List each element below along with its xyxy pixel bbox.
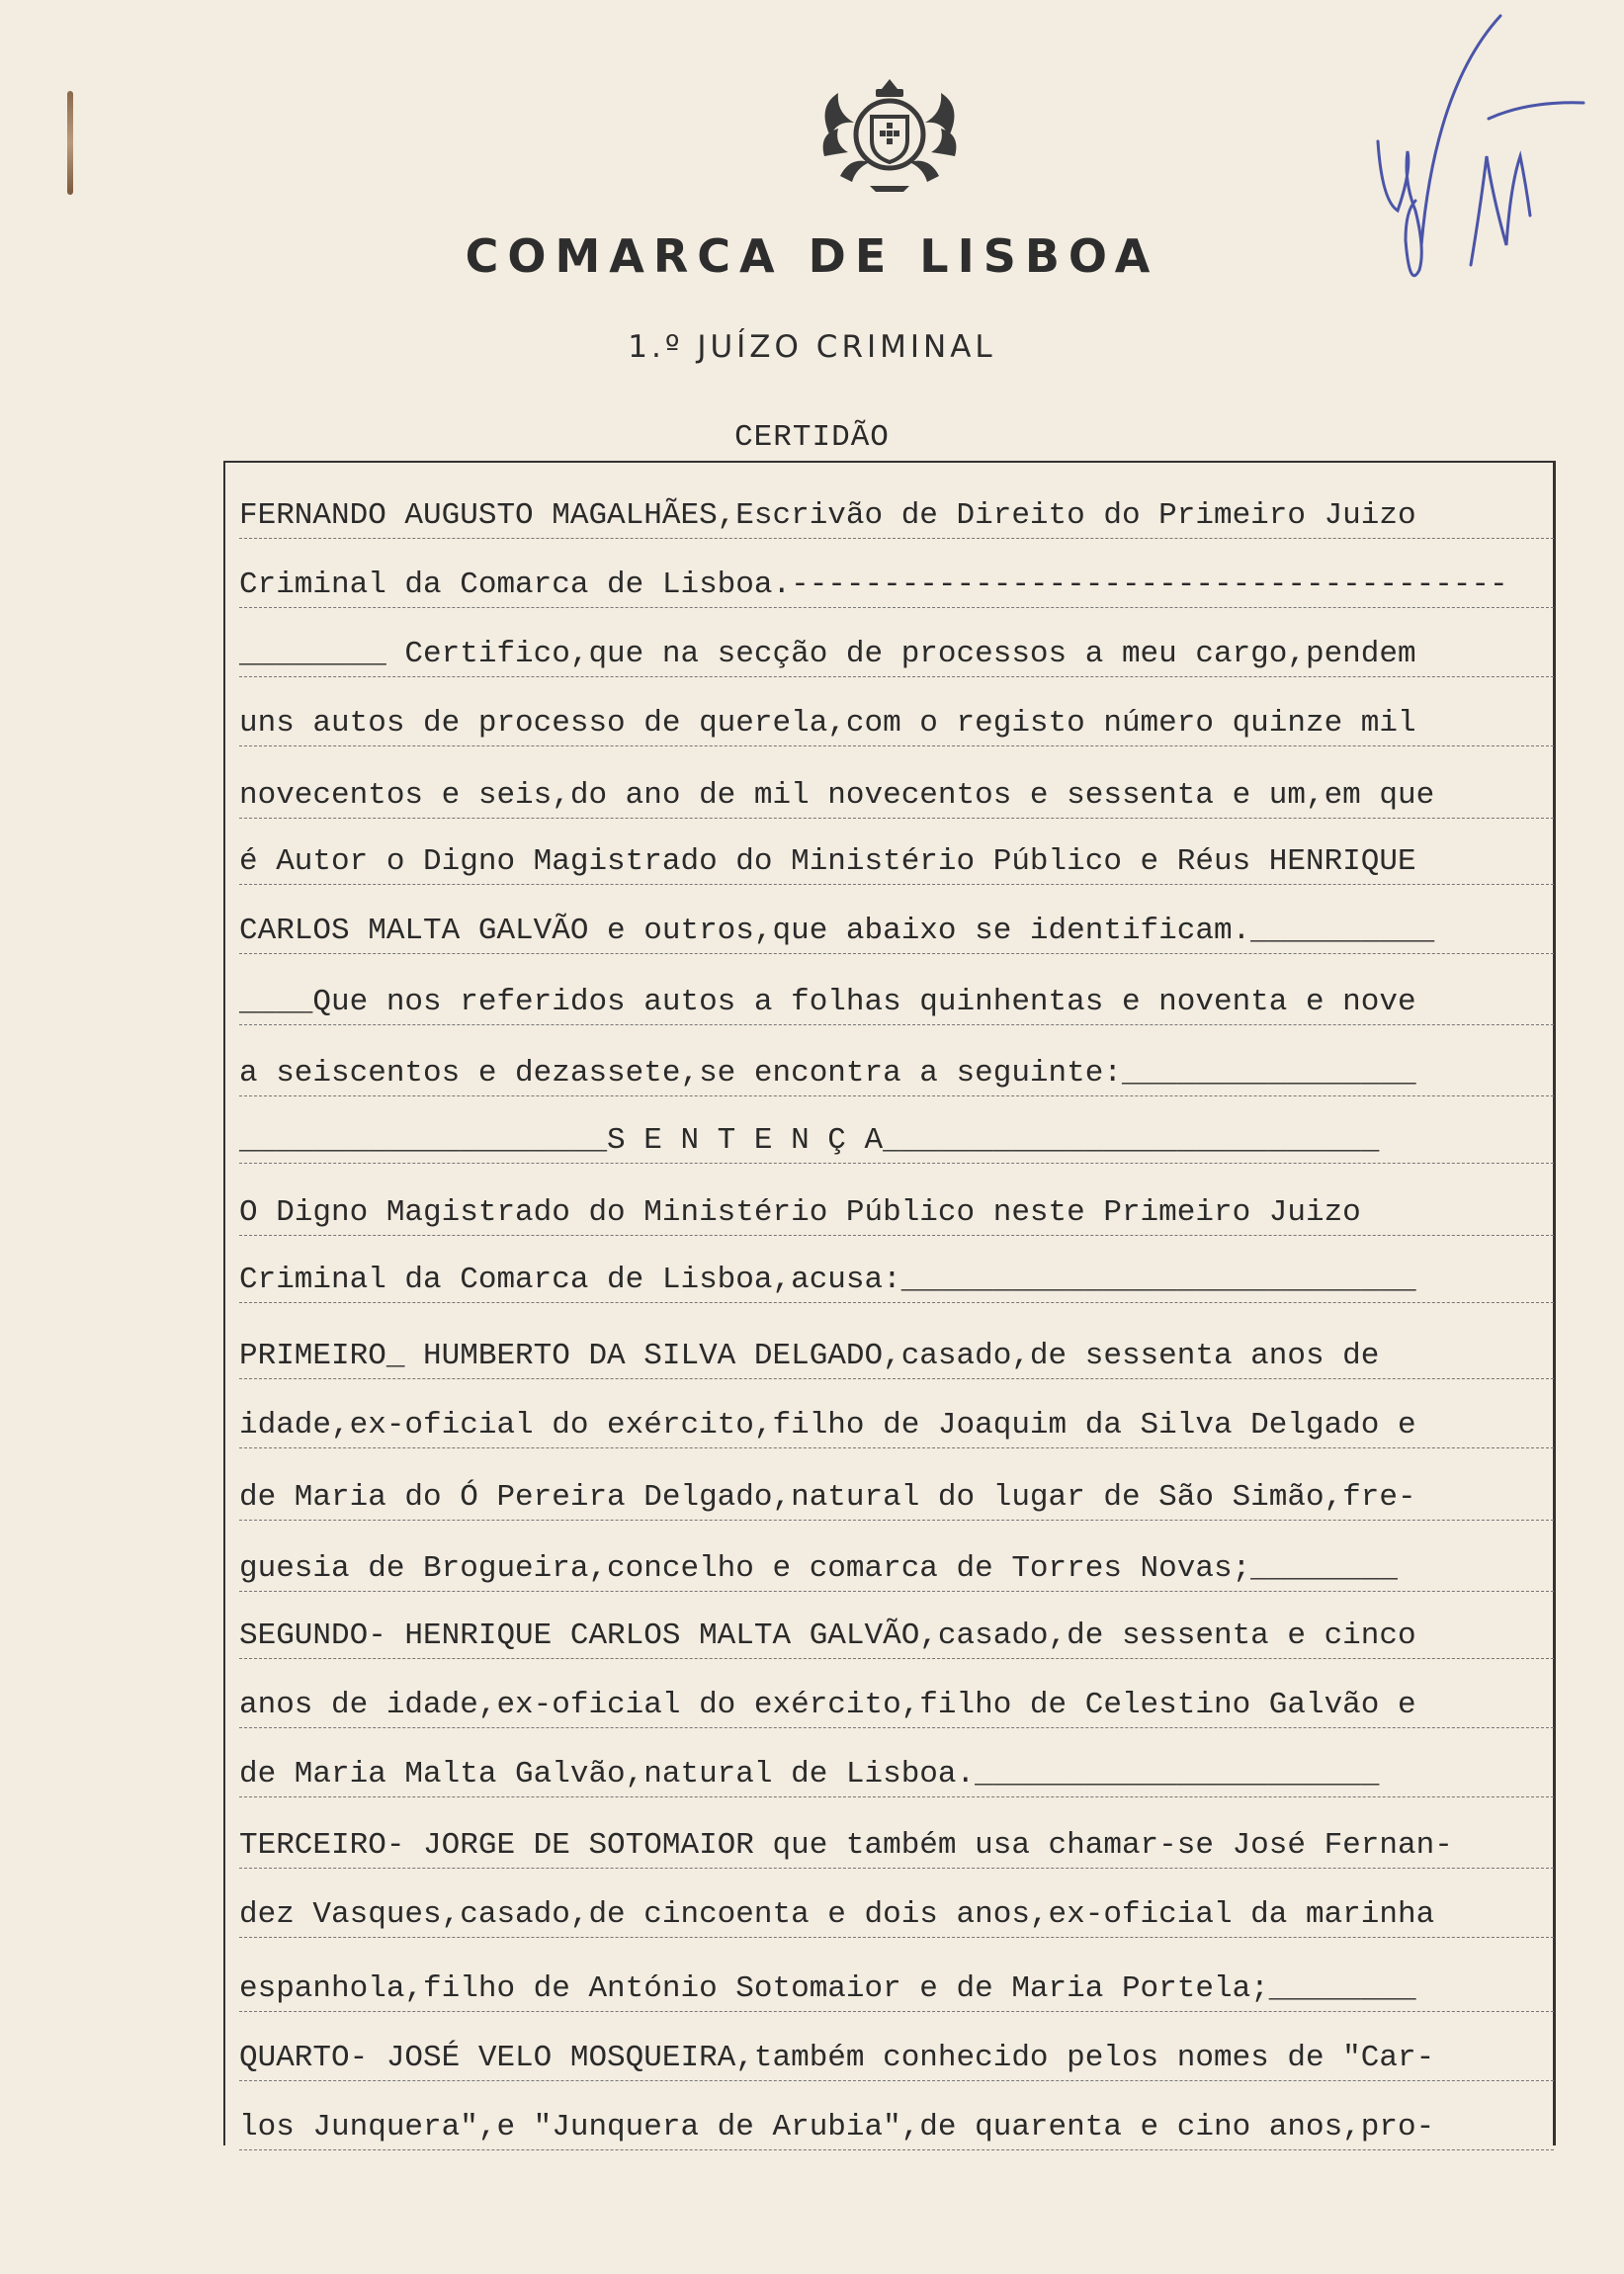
staple-mark <box>67 91 73 195</box>
body-line: Criminal da Comarca de Lisboa,acusa:____________________________ <box>239 1259 1554 1303</box>
body-line: ____________________S E N T E N Ç A___________________________ <box>239 1119 1554 1164</box>
body-line: PRIMEIRO_ HUMBERTO DA SILVA DELGADO,casado,de sessenta anos de <box>239 1335 1554 1379</box>
body-line: é Autor o Digno Magistrado do Ministério Público e Réus HENRIQUE <box>239 840 1554 885</box>
body-line: uns autos de processo de querela,com o registo número quinze mil <box>239 702 1554 746</box>
body-line: de Maria Malta Galvão,natural de Lisboa.______________________ <box>239 1753 1554 1797</box>
body-line: anos de idade,ex-oficial do exército,filho de Celestino Galvão e <box>239 1684 1554 1728</box>
coat-of-arms-icon <box>811 77 969 194</box>
body-line: guesia de Brogueira,concelho e comarca de Torres Novas;________ <box>239 1547 1554 1592</box>
body-line: a seiscentos e dezassete,se encontra a seguinte:________________ <box>239 1052 1554 1096</box>
body-line: TERCEIRO- JORGE DE SOTOMAIOR que também usa chamar-se José Fernan- <box>239 1824 1554 1869</box>
body-line: de Maria do Ó Pereira Delgado,natural do lugar de São Simão,fre- <box>239 1476 1554 1521</box>
court-heading: COMARCA DE LISBOA <box>465 229 1159 283</box>
body-line: idade,ex-oficial do exército,filho de Joaquim da Silva Delgado e <box>239 1404 1554 1448</box>
body-line: Criminal da Comarca de Lisboa.--------------------------------------- <box>239 564 1554 608</box>
body-line: CARLOS MALTA GALVÃO e outros,que abaixo se identificam.__________ <box>239 910 1554 954</box>
body-line: ________ Certifico,que na secção de processos a meu cargo,pendem <box>239 633 1554 677</box>
body-line: ____Que nos referidos autos a folhas quinhentas e noventa e nove <box>239 981 1554 1025</box>
body-line: espanhola,filho de António Sotomaior e de Maria Portela;________ <box>239 1968 1554 2012</box>
body-line: QUARTO- JOSÉ VELO MOSQUEIRA,também conhecido pelos nomes de "Car- <box>239 2037 1554 2081</box>
body-line: novecentos e seis,do ano de mil novecentos e sessenta e um,em que <box>239 774 1554 819</box>
body-line: los Junquera",e "Junquera de Arubia",de quarenta e cino anos,pro- <box>239 2106 1554 2150</box>
frame-left-border <box>223 461 225 2145</box>
body-line: FERNANDO AUGUSTO MAGALHÃES,Escrivão de Direito do Primeiro Juizo <box>239 494 1554 539</box>
handwritten-signature <box>1362 8 1589 339</box>
division-heading: 1.º JUÍZO CRIMINAL <box>628 329 996 365</box>
body-line: SEGUNDO- HENRIQUE CARLOS MALTA GALVÃO,casado,de sessenta e cinco <box>239 1615 1554 1659</box>
document-title: CERTIDÃO <box>734 420 890 455</box>
body-line: dez Vasques,casado,de cincoenta e dois anos,ex-oficial da marinha <box>239 1893 1554 1938</box>
body-line: O Digno Magistrado do Ministério Público neste Primeiro Juizo <box>239 1191 1554 1236</box>
